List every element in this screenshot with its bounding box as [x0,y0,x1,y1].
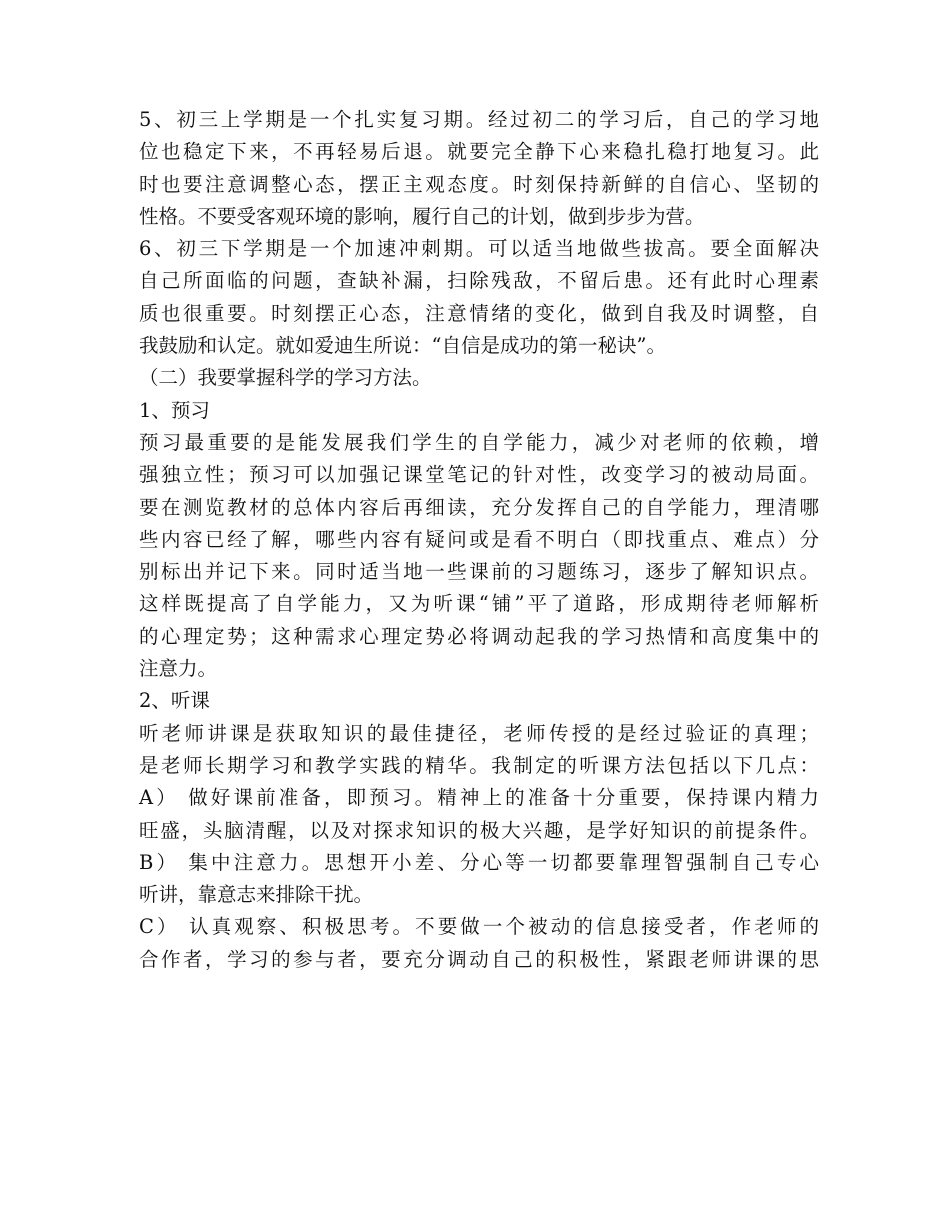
text-line: 这样既提高了自学能力，又为听课“铺”平了道路，形成期待老师解析 [139,592,819,616]
text-line: 5、初三上学期是一个扎实复习期。经过初二的学习后，自己的学习地 [139,108,819,131]
text-line: 预习最重要的是能发展我们学生的自学能力，减少对老师的依赖，增 [139,430,819,454]
text-line: 我鼓励和认定。就如爱迪生所说：“自信是成功的第一秘诀”。 [139,334,666,358]
text-line: 些内容已经了解，哪些内容有疑问或是看不明白（即找重点、难点）分 [139,527,819,551]
text-line: 性格。不要受客观环境的影响，履行自己的计划，做到步步为营。 [139,204,705,228]
subheading: 1、预习 [139,398,210,422]
text-line: C） 认真观察、积极思考。不要做一个被动的信息接受者，作老师的 [139,915,819,939]
text-line: 旺盛，头脑清醒，以及对探求知识的极大兴趣，是学好知识的前提条件。 [139,818,819,842]
text-line: 是老师长期学习和教学实践的精华。我制定的听课方法包括以下几点： [139,753,819,777]
text-line: 别标出并记下来。同时适当地一些课前的习题练习，逐步了解知识点。 [139,560,819,584]
text-line: 要在测览教材的总体内容后再细读，充分发挥自己的自学能力，理清哪 [139,495,819,519]
text-line: 注意力。 [139,657,218,681]
text-line: 听讲，靠意志来排除干扰。 [139,883,374,907]
text-line: 合作者，学习的参与者，要充分调动自己的积极性，紧跟老师讲课的思 [139,947,819,971]
subheading: 2、听课 [139,689,210,713]
text-line: A） 做好课前准备，即预习。精神上的准备十分重要，保持课内精力 [139,786,819,810]
text-line: 自己所面临的问题，查缺补漏，扫除残敌，不留后患。还有此时心理素 [139,269,819,293]
text-line: 时也要注意调整心态，摆正主观态度。时刻保持新鲜的自信心、坚韧的 [139,172,819,196]
text-line: 听老师讲课是获取知识的最佳捷径，老师传授的是经过验证的真理； [139,721,819,745]
text-line: 的心理定势；这种需求心理定势必将调动起我的学习热情和高度集中的 [139,624,819,648]
document-page [139,104,819,976]
text-line: 位也稳定下来，不再轻易后退。就要完全静下心来稳扎稳打地复习。此 [139,140,819,164]
text-line: B） 集中注意力。思想开小差、分心等一切都要靠理智强制自己专心 [139,850,819,874]
text-line: 强独立性；预习可以加强记课堂笔记的针对性，改变学习的被动局面。 [139,463,819,487]
section-heading: （二）我要掌握科学的学习方法。 [139,366,432,390]
text-line: 6、初三下学期是一个加速冲刺期。可以适当地做些拔高。要全面解决 [139,237,819,261]
text-line: 质也很重要。时刻摆正心态，注意情绪的变化，做到自我及时调整，自 [139,301,819,325]
